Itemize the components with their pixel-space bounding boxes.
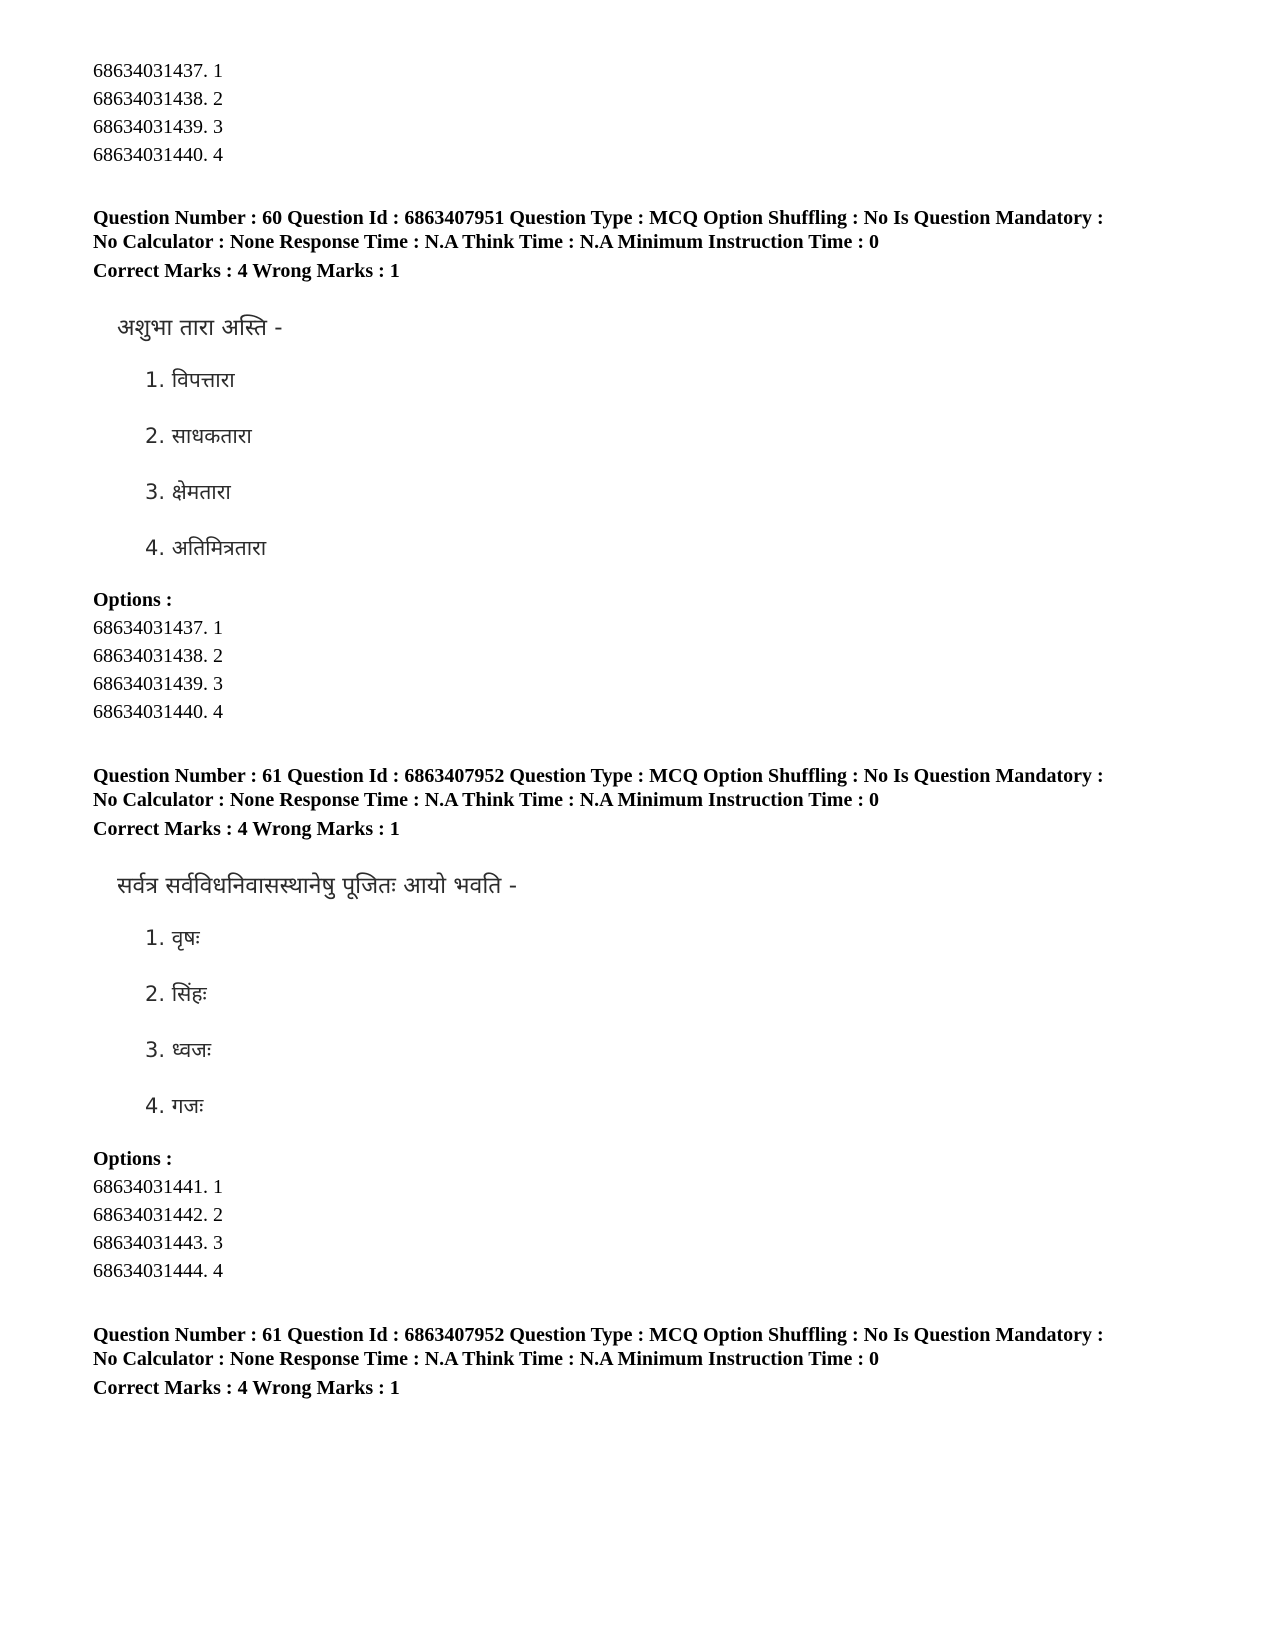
- question-stem: सर्वत्र सर्वविधनिवासस्थानेषु पूजितः आयो भवति -: [117, 873, 517, 899]
- question-61-repeat-header: [93, 1323, 1203, 1400]
- option-item: 68634031444. 4: [93, 1260, 223, 1282]
- option-item: 68634031440. 4: [93, 701, 223, 723]
- question-marks: Correct Marks : 4 Wrong Marks : 1: [93, 1377, 400, 1399]
- option-item: 68634031438. 2: [93, 645, 223, 667]
- question-meta-line1: Question Number : 61 Question Id : 6863407952 Question Type : MCQ Option Shuffling : No Is Question Mandatory :: [93, 1324, 1104, 1346]
- choice-item: 4. गजः: [145, 1094, 204, 1118]
- question-60-options: [93, 586, 223, 726]
- options-label: Options :: [93, 589, 173, 611]
- choice-item: 2. सिंहः: [145, 982, 207, 1006]
- question-61-header: [93, 764, 1203, 841]
- question-meta-line2: No Calculator : None Response Time : N.A Think Time : N.A Minimum Instruction Time : 0: [93, 789, 879, 811]
- choice-item: 1. विपत्तारा: [145, 368, 235, 392]
- option-item: 68634031438. 2: [93, 88, 223, 110]
- options-label: Options :: [93, 1148, 173, 1170]
- option-item: 68634031439. 3: [93, 673, 223, 695]
- option-item: 68634031439. 3: [93, 116, 223, 138]
- question-stem: अशुभा तारा अस्ति -: [117, 315, 283, 341]
- question-meta-line1: Question Number : 60 Question Id : 6863407951 Question Type : MCQ Option Shuffling : No Is Question Mandatory :: [93, 207, 1104, 229]
- option-item: 68634031437. 1: [93, 617, 223, 639]
- option-item: 68634031437. 1: [93, 60, 223, 82]
- choice-item: 3. ध्वजः: [145, 1038, 212, 1062]
- question-marks: Correct Marks : 4 Wrong Marks : 1: [93, 260, 400, 282]
- choice-item: 1. वृषः: [145, 926, 200, 950]
- question-60-header: [93, 206, 1203, 283]
- question-61-options: [93, 1145, 223, 1285]
- question-meta-line2: No Calculator : None Response Time : N.A Think Time : N.A Minimum Instruction Time : 0: [93, 231, 879, 253]
- choice-item: 3. क्षेमतारा: [145, 480, 231, 504]
- choice-item: 4. अतिमित्रतारा: [145, 536, 267, 560]
- question-meta-line2: No Calculator : None Response Time : N.A Think Time : N.A Minimum Instruction Time : 0: [93, 1348, 879, 1370]
- choice-item: 2. साधकतारा: [145, 424, 252, 448]
- option-item: 68634031443. 3: [93, 1232, 223, 1254]
- option-item: 68634031442. 2: [93, 1204, 223, 1226]
- option-item: 68634031441. 1: [93, 1176, 223, 1198]
- options-list-previous: [93, 57, 223, 169]
- question-meta-line1: Question Number : 61 Question Id : 6863407952 Question Type : MCQ Option Shuffling : No Is Question Mandatory :: [93, 765, 1104, 787]
- question-marks: Correct Marks : 4 Wrong Marks : 1: [93, 818, 400, 840]
- option-item: 68634031440. 4: [93, 144, 223, 166]
